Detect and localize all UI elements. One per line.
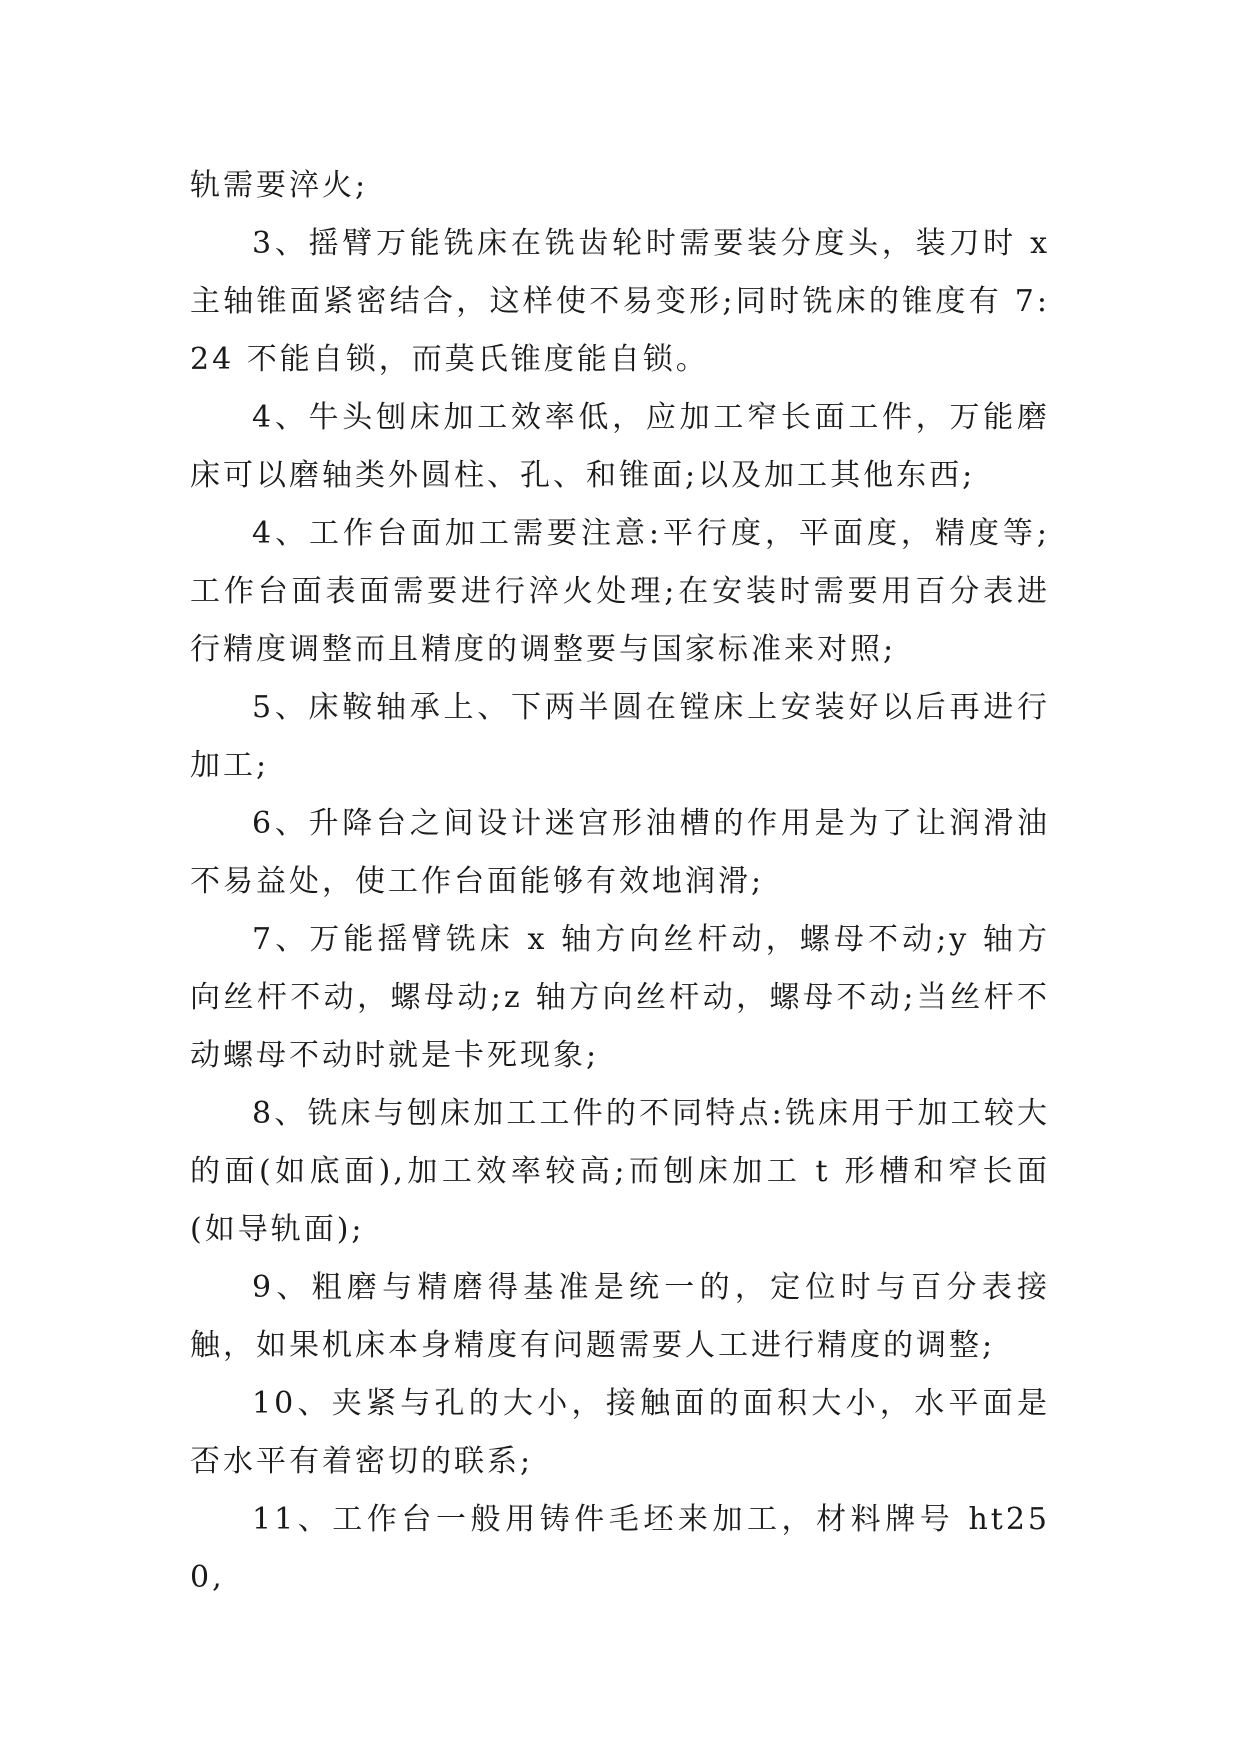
paragraph-item-9: 9、粗磨与精磨得基准是统一的，定位时与百分表接触，如果机床本身精度有问题需要人工进行精度的调整; [190, 1270, 1050, 1363]
paragraph-item-4a: 4、牛头刨床加工效率低，应加工窄长面工件，万能磨床可以磨轴类外圆柱、孔、和锥面;以及加工其他东西; [190, 400, 1050, 493]
paragraph-item-6: 6、升降台之间设计迷宫形油槽的作用是为了让润滑油不易益处，使工作台面能够有效地润滑; [190, 806, 1050, 899]
document-body [190, 157, 1050, 1607]
paragraph-item-5: 5、床鞍轴承上、下两半圆在镗床上安装好以后再进行加工; [190, 690, 1050, 783]
paragraph-item-7: 7、万能摇臂铣床 x 轴方向丝杆动，螺母不动;y 轴方向丝杆不动，螺母动;z 轴方向丝杆动，螺母不动;当丝杆不动螺母不动时就是卡死现象; [190, 922, 1050, 1073]
paragraph-item-4b: 4、工作台面加工需要注意:平行度，平面度，精度等;工作台面表面需要进行淬火处理;在安装时需要用百分表进行精度调整而且精度的调整要与国家标准来对照; [190, 516, 1050, 667]
paragraph-item-3: 3、摇臂万能铣床在铣齿轮时需要装分度头，装刀时 x 主轴锥面紧密结合，这样使不易变形;同时铣床的锥度有 7:24 不能自锁，而莫氏锥度能自锁。 [190, 226, 1050, 377]
paragraph-item-11: 11、工作台一般用铸件毛坯来加工，材料牌号 ht250, [190, 1502, 1050, 1595]
paragraph-item-10: 10、夹紧与孔的大小，接触面的面积大小，水平面是否水平有着密切的联系; [190, 1386, 1050, 1479]
paragraph-continuation: 轨需要淬火; [190, 168, 369, 203]
paragraph-item-8: 8、铣床与刨床加工工件的不同特点:铣床用于加工较大的面(如底面),加工效率较高;而刨床加工 t 形槽和窄长面(如导轨面); [190, 1096, 1050, 1247]
